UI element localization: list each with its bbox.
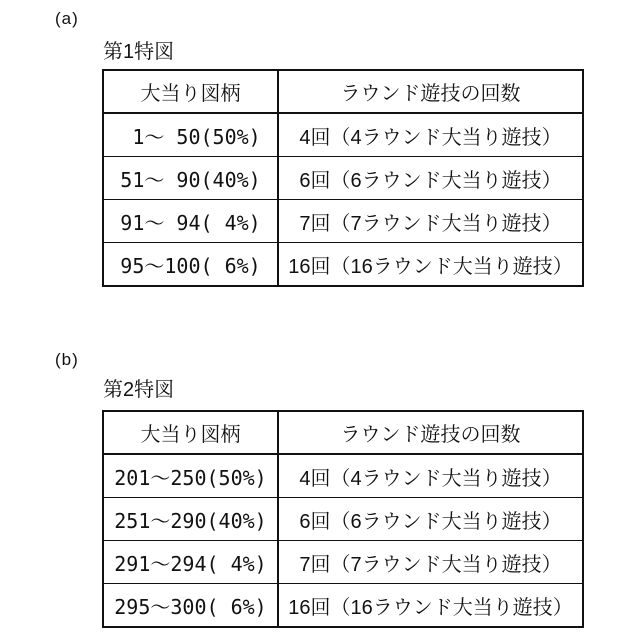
round-count-cell: 7回（7ラウンド大当り遊技） [278, 200, 583, 243]
table-row [103, 454, 583, 498]
round-count-cell: 16回（16ラウンド大当り遊技） [278, 584, 583, 628]
round-count-cell: 16回（16ラウンド大当り遊技） [278, 243, 583, 287]
table-row [103, 243, 583, 287]
round-count-cell: 4回（4ラウンド大当り遊技） [278, 113, 583, 157]
symbol-range-cell: 1～ 50(50%) [103, 113, 278, 157]
figure-a-table [102, 69, 584, 287]
figure-a-label: (a) [55, 9, 79, 28]
round-count-cell: 6回（6ラウンド大当り遊技） [278, 157, 583, 200]
figure-b-table [102, 410, 584, 628]
column-header-symbol: 大当り図柄 [103, 411, 278, 454]
symbol-range-cell: 51～ 90(40%) [103, 157, 278, 200]
round-count-cell: 6回（6ラウンド大当り遊技） [278, 498, 583, 541]
figure-a-title: 第1特図 [103, 41, 175, 63]
figure-b-title: 第2特図 [103, 379, 175, 401]
column-header-symbol: 大当り図柄 [103, 70, 278, 113]
table-row [103, 157, 583, 200]
symbol-range-cell: 251～290(40%) [103, 498, 278, 541]
table-row [103, 541, 583, 584]
column-header-rounds: ラウンド遊技の回数 [278, 70, 583, 113]
header-row [103, 70, 583, 113]
table-row [103, 584, 583, 628]
header-row [103, 411, 583, 454]
symbol-range-cell: 95～100( 6%) [103, 243, 278, 287]
symbol-range-cell: 91～ 94( 4%) [103, 200, 278, 243]
figure-b-label: (b) [55, 350, 79, 369]
round-count-cell: 7回（7ラウンド大当り遊技） [278, 541, 583, 584]
table-row [103, 200, 583, 243]
symbol-range-cell: 295～300( 6%) [103, 584, 278, 628]
symbol-range-cell: 201～250(50%) [103, 454, 278, 498]
column-header-rounds: ラウンド遊技の回数 [278, 411, 583, 454]
table-row [103, 113, 583, 157]
table-row [103, 498, 583, 541]
symbol-range-cell: 291～294( 4%) [103, 541, 278, 584]
round-count-cell: 4回（4ラウンド大当り遊技） [278, 454, 583, 498]
